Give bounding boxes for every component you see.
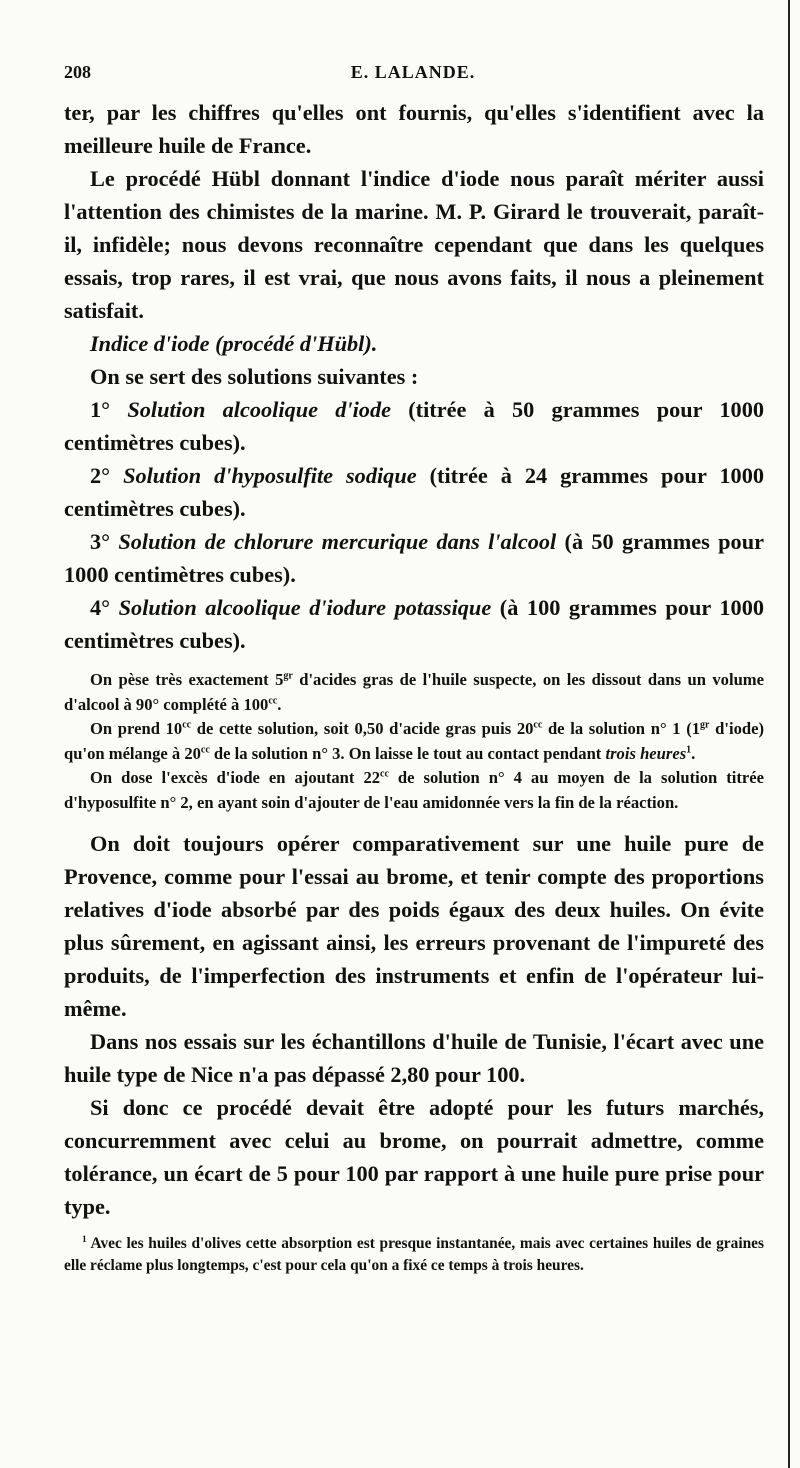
main-text [64, 96, 764, 1277]
footnote-mark: 1 [82, 1233, 87, 1244]
text-run: d'acides gras de l'huile suspecte, on les dissout dans un volume d'alcool à 90° complété à 100 [64, 670, 764, 714]
solution-3-name: Solution de chlorure mercurique dans l'alcool [118, 529, 557, 554]
text-run: On pèse très exactement 5 [90, 670, 284, 689]
paragraph-tunisia: Dans nos essais sur les échantillons d'huile de Tunisie, l'écart avec une huile type de Nice n'a pas dépassé 2,80 pour 100. [64, 1029, 764, 1087]
running-header [64, 62, 762, 88]
unit-superscript: cc [268, 694, 278, 706]
text-run: de solution n° 4 au moyen de la solution titrée d'hyposulfite n° 2, en ayant soin d'ajouter de l'eau amidonnée vers la fin de la réaction. [64, 768, 764, 812]
text-run: On prend 10 [90, 719, 183, 738]
solution-item-3 [64, 525, 764, 591]
unit-superscript: cc [380, 768, 389, 780]
solution-1-number: 1° [90, 397, 111, 422]
procedure-step-titrate [64, 766, 764, 815]
page-number: 208 [64, 62, 91, 82]
unit-superscript: cc [182, 719, 192, 731]
text-run: . [277, 694, 282, 714]
emphasis-three-hours: trois heures [605, 743, 687, 763]
procedure-step-mix [64, 717, 764, 766]
solution-item-1 [64, 393, 764, 459]
solution-4-details: (à 100 grammes pour 1000 centimètres cubes). [64, 595, 765, 653]
paragraph-1: ter, par les chiffres qu'elles ont fournis, qu'elles s'identifient avec la meilleure huile de France. [64, 100, 764, 158]
page-edge-line [788, 0, 790, 1468]
solution-1-details: (titrée à 50 grammes pour 1000 centimètres cubes). [64, 397, 764, 455]
unit-superscript: cc [200, 743, 210, 755]
solution-3-details: (à 50 grammes pour 1000 centimètres cubes). [64, 529, 764, 587]
solution-3-number: 3° [90, 529, 111, 554]
text-run: de cette solution, soit 0,50 d'acide gras puis 20 [191, 719, 534, 738]
solution-1-name: Solution alcoolique d'iode [127, 397, 391, 422]
unit-superscript: gr [700, 719, 710, 731]
footnote-area [64, 1233, 764, 1277]
footnote-reference: 1 [686, 743, 692, 755]
solution-2-name: Solution d'hyposulfite sodique [123, 463, 417, 488]
paragraph-2: Le procédé Hübl donnant l'indice d'iode nous paraît mériter aussi l'attention des chimistes de la marine. M. P. Girard le trouverait, paraît-il, infidèle; nous devons reconnaître cependant que dans les quelques essais, trop rares, il est vrai, que nous avons faits, il nous a pleinement satisfait. [64, 166, 764, 323]
procedure-small-print [64, 668, 764, 815]
text-run: d'iode) qu'on mélange à 20 [64, 719, 764, 763]
procedure-step-weigh [64, 668, 764, 717]
paragraph-comparative: On doit toujours opérer comparativement sur une huile pure de Provence, comme pour l'essai au brome, et tenir compte des proportions relatives d'iode absorbé par des poids égaux des deux huiles. On évite plus sûrement, en agissant ainsi, les erreurs provenant de l'impureté des produits, de l'imperfection des instruments et enfin de l'opérateur lui-même. [64, 831, 764, 1021]
unit-superscript: cc [533, 719, 543, 731]
unit-superscript: gr [283, 670, 293, 682]
solution-2-details: (titrée à 24 grammes pour 1000 centimètres cubes). [64, 463, 765, 521]
text-run: de la solution n° 3. On laisse le tout au contact pendant [209, 743, 606, 763]
paragraph-tolerance: Si donc ce procédé devait être adopté pour les futurs marchés, concurremment avec celui au brome, on pourrait admettre, comme tolérance, un écart de 5 pour 100 par rapport à une huile pure prise pour type. [64, 1095, 764, 1219]
solution-2-number: 2° [90, 463, 111, 488]
section-heading: Indice d'iode (procédé d'Hübl). [90, 331, 378, 356]
text-run: On dose l'excès d'iode en ajoutant 22 [90, 768, 381, 787]
solution-item-2 [64, 459, 764, 525]
text-run: de la solution n° 1 (1 [542, 719, 701, 738]
text-run: . [691, 743, 696, 763]
solution-4-number: 4° [90, 595, 111, 620]
footnote-text: Avec les huiles d'olives cette absorption est presque instantanée, mais avec certaines huiles de graines elle réclame plus longtemps, c'est pour cela qu'on a fixé ce temps à trois heures. [64, 1235, 764, 1274]
footnote-1 [64, 1233, 764, 1277]
paragraph-solutions-intro: On se sert des solutions suivantes : [90, 364, 419, 389]
running-title: E. LALANDE. [350, 62, 476, 82]
solution-item-4 [64, 591, 764, 657]
solution-4-name: Solution alcoolique d'iodure potassique [118, 595, 492, 620]
